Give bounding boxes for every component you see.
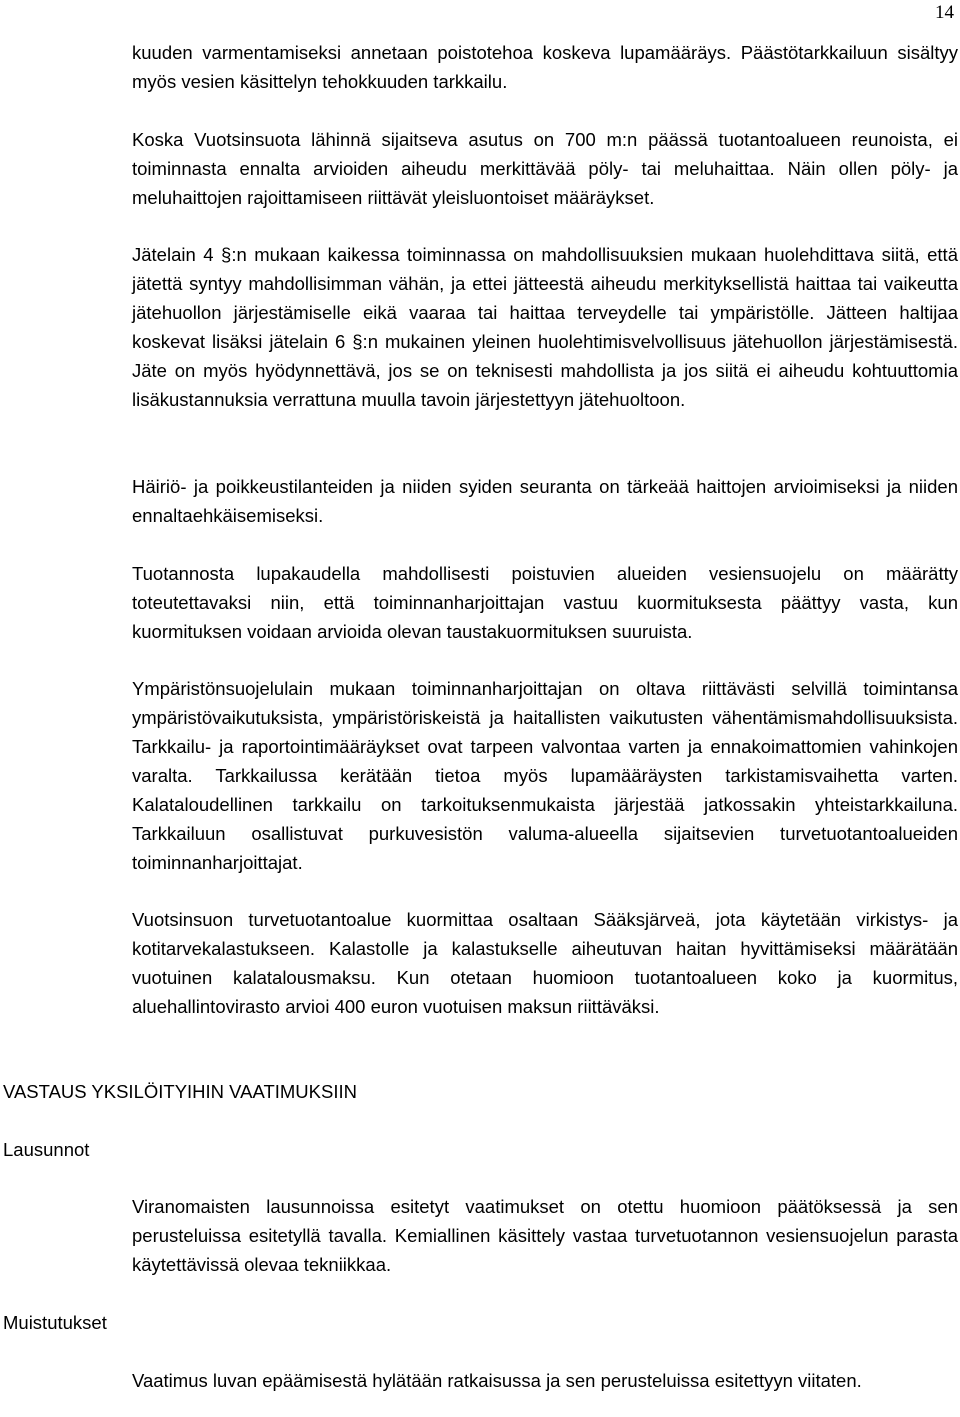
paragraph-waste-act: Jätelain 4 §:n mukaan kaikessa toiminnassa on mahdollisuuksien mukaan huolehdittava siitä, että jätettä syntyy mahdollisimman vähän, ja ettei jätteestä aiheudu merkityksellistä haittaa tai vaikeutta jätehuollon järjestämiselle eikä vaaraa tai haittaa terveydelle tai ympäristölle. Jätteen haltijaa koskevat lisäksi jätelain 6 §:n mukainen yleinen huolehtimisvelvollisuus jätehuollon järjestämisestä. Jäte on myös hyödynnettävä, jos se on teknisesti mahdollista ja jos siitä ei aiheudu kohtuuttomia lisäkustannuksia verrattuna muulla tavoin järjestettyyn jätehuoltoon. [132, 244, 958, 410]
paragraph-environmental-protection: Ympäristönsuojelulain mukaan toiminnanharjoittajan on oltava riittävästi selvillä toimintansa ympäristövaikutuksista, ympäristöriskeistä ja haitallisten vaikutusten vähentämismahdollisuuksista. Tarkkailu- ja raportointimääräykset ovat tarpeen valvontaa varten ja ennakoimattomien vahinkojen varalta. Tarkkailussa kerätään tietoa myös lupamääräysten tarkistamisvaihetta varten. Kalataloudellinen tarkkailu on tarkoituksenmukaista järjestää jatkossakin yhteistarkkailuna. Tarkkailuun osallistuvat purkuvesistön valuma-alueella sijaitsevien turvetuotantoalueiden toiminnanharjoittajat. [132, 678, 958, 873]
page-number: 14 [935, 2, 954, 23]
paragraph-area-removal: Tuotannosta lupakaudella mahdollisesti poistuvien alueiden vesiensuojelu on määrätty toteutettavaksi niin, että toiminnanharjoittajan vastuu kuormituksesta päättyy vasta, kun kuormituksen voidaan arvioida olevan taustakuormituksen suuruista. [132, 563, 958, 642]
paragraph-objections: Vaatimus luvan epäämisestä hylätään ratkaisussa ja sen perusteluissa esitettyyn viitaten. [132, 1370, 862, 1391]
paragraph-emission-monitoring: kuuden varmentamiseksi annetaan poistotehoa koskeva lupamääräys. Päästötarkkailuun sisältyy myös vesien käsittelyn tehokkuuden tarkkailu. [132, 42, 958, 92]
paragraph-statements: Viranomaisten lausunnoissa esitetyt vaatimukset on otettu huomioon päätöksessä ja sen perusteluissa esitetyllä tavalla. Kemiallinen käsittely vastaa turvetuotannon vesiensuojelun parasta käytettävissä olevaa tekniikkaa. [132, 1196, 958, 1275]
subheading-lausunnot: Lausunnot [3, 1139, 90, 1160]
paragraph-dust-noise: Koska Vuotsinsuota lähinnä sijaitseva asutus on 700 m:n päässä tuotantoalueen reunoista, ei toiminnasta ennalta arvioiden aiheudu merkittävää pöly- tai meluhaittaa. Näin ollen pöly- ja meluhaittojen rajoittamiseen riittävät yleisluontoiset määräykset. [132, 129, 958, 208]
subheading-muistutukset: Muistutukset [3, 1312, 107, 1333]
paragraph-fishery-fee: Vuotsinsuon turvetuotantoalue kuormittaa osaltaan Sääksjärveä, jota käytetään virkistys- ja kotitarvekalastukseen. Kalastolle ja kalastukselle aiheutuvan haitan hyvittämiseksi määrätään vuotuinen kalatalousmaksu. Kun otetaan huomioon tuotantoalueen koko ja kuormitus, aluehallintovirasto arvioi 400 euron vuotuisen maksun riittäväksi. [132, 909, 958, 1017]
paragraph-disturbance-monitoring: Häiriö- ja poikkeustilanteiden ja niiden syiden seuranta on tärkeää haittojen arvioimiseksi ja niiden ennaltaehkäisemiseksi. [132, 476, 958, 526]
section-heading: VASTAUS YKSILÖITYIHIN VAATIMUKSIIN [3, 1081, 357, 1102]
